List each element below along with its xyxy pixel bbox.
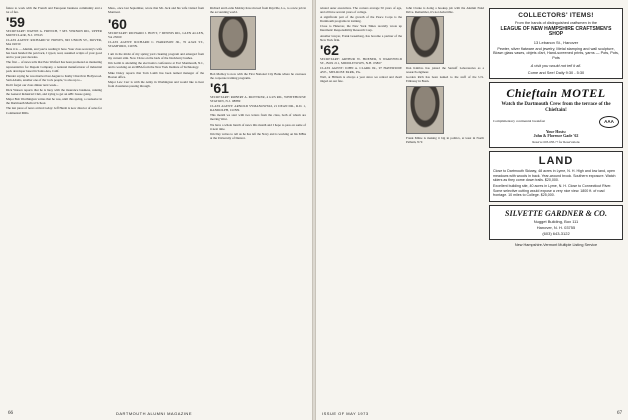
ad-hours: Come and See! Daily 9:30 - 5:30 [527, 69, 585, 75]
paragraph: Jim Lomb is attending the electronics conference at Fort Monmouth, N.J., and is working on an MBA from the New York Institute of Technology. [108, 61, 204, 70]
advertisements-column [489, 8, 623, 247]
ad-hosts [493, 130, 619, 140]
magazine-footer: DARTMOUTH ALUMNI MAGAZINE [116, 411, 192, 416]
class-secretary: SECRETARY: ROBERT A. MOTTKER, 4 GUS RD., WHITEHOUSE STATION, N.J. 08889 [210, 95, 306, 104]
ad-subtitle: Watch the Dartmouth Crew from the terrace of the Chieftain! [501, 101, 611, 113]
paragraph: Gordon Rich has been named to the staff of the U.S. Embassy in Bonn. [406, 75, 484, 84]
paragraph: Another lawyer, Frank Greenberg, has become a partner of the New York firm. [320, 33, 402, 42]
class-header-60 [108, 17, 204, 49]
left-column-2 [108, 6, 204, 89]
page-number: 67 [617, 411, 622, 416]
paragraph: Mike Doley reports that Tom Lamb has been named manager of the Boston office. [108, 70, 204, 79]
paragraph: I am in the midst of my spring yard cleaning program and emerged from my current stint. Now I have on the back of the blackberry bushes. [108, 52, 204, 61]
ad-items: Pewter, silver flatware and jewelry, Metal stamping and wall sculpture, Blown glass vases, objets d'art, Hand-screened prints, yarns — Pots, Pots, Pots [493, 46, 619, 60]
paragraph: Here it is — Alumni, and you're reading it here. Your class secretary's wife has been handed the pen back, I typed, read, assumed scripts of your good and to your past decades. [6, 47, 102, 60]
aaa-badge-icon: AAA [599, 116, 619, 128]
chieftain-logo: Chieftain MOTEL [506, 85, 606, 100]
ad-address: Nugget Building, Box 111 [533, 218, 579, 224]
class-agent: CLASS AGENT: ARNOLD SYMANOWSKI, 21 DEAN DR., R.D. 1, RANDOLPH, CONN. [210, 104, 306, 113]
page-number: 66 [8, 411, 13, 416]
paragraph: Dan Kimbro has joined the Sarnoff Laboratories as a research engineer. [406, 66, 484, 75]
paragraph: future to work with the French and European business community and a lot of fun. [6, 6, 102, 15]
class-year-heading: '59 [6, 14, 25, 31]
classmate-photo [210, 16, 256, 70]
class-year-heading: '61 [210, 80, 229, 97]
paragraph: Well, at Hilltom is always a year since we retired and dwell tinged on our fate. [320, 74, 402, 83]
class-secretary: SECRETARY: RICHARD J. HOYT, 7 DENNIS RD., GLEN ALLEN, VA 23060 [108, 31, 204, 40]
ad-phone: Reserve 603-638-?? for Reservations [532, 140, 580, 145]
chieftain-motel-ad [489, 82, 623, 149]
classmate-photo [406, 16, 444, 64]
paragraph: Dick Watson reports that he is busy with the insurance business, running the General Industrial Club, and trying to get an ABC house going. [6, 88, 102, 97]
hosts-names: John & Florence Gade '62 [533, 133, 579, 139]
ad-phone: (603) 643-3122 [542, 230, 570, 236]
ad-title: COLLECTORS' ITEMS! [518, 12, 594, 19]
paragraph: Frank Milne is making it big in politics, at least in North Pelham, N.Y. [406, 135, 484, 144]
paragraph: The last piece of news arrived today: Jeff Hersh is now director of sales for Continental Mills. [6, 106, 102, 115]
issue-footer: ISSUE OF MAY 1973 [322, 411, 369, 416]
class-year-heading: '62 [320, 41, 339, 58]
ad-text: A visit you would not tell it all. [530, 62, 582, 68]
right-column-1 [320, 6, 402, 84]
hosts-label: Your Hosts: [545, 128, 567, 134]
class-secretary: SECRETARY: ARTHUR W. HOENER, 9 WAKEFIELD ST., BOX 211, MIDDLETOWN, N.H. 03867 [320, 56, 402, 65]
ad-text: From the hands of distinguished craftsmen in the [514, 21, 598, 25]
paragraph: Mass., once last September, wrote that Mr. Jack and his wife visited from Montreal. [108, 6, 204, 15]
ad-title: SILVETTE GARDNER & CO. [505, 208, 607, 218]
listing-service-note: New Hampshire-Vermont Multiple Listing Service [514, 242, 598, 247]
paragraph: Plunder saying he was married last August to Kathy Church in Hollywood. Sam Adams, another one of the 'rock people,' is also up to... [6, 73, 102, 82]
paragraph: Richard and Leslie Mobley have moved from Rayville, La., to a new job in the accounting world. [210, 6, 306, 15]
class-agent: CLASS AGENT: RICHARD W. HOWES, 845 UNION ST., DOVER, MA 02030 [6, 38, 102, 47]
paragraph: John Clarke is doing a hookup job with the Alumni Fund Drive. Remember, it's not deductible. [406, 6, 484, 15]
paragraph: We have a whole bunch of news this month and I hope to pass on some of it next time. [210, 122, 306, 131]
paragraph: Bob Mobley is now with the First National City Bank where he oversees the corporate training programs. [210, 72, 306, 81]
silvette-gardner-ad [489, 205, 623, 240]
left-column-3 [210, 6, 306, 141]
left-page [0, 0, 312, 420]
class-agent: CLASS AGENT: RICHARD C. HARRISON JR., 76 AJAX ST., STAMFORD, CONN. [108, 40, 204, 49]
paragraph: Close to Hanover, the New York Times recently wrote up Intermatic Responsibility Research Corp. [320, 24, 402, 33]
paragraph: Major Lew Carr is with the Army in Washington and would like to hear from classmates passing through. [108, 79, 204, 88]
paragraph: The first ... of news tells that Pete Walford has been promoted as marketing representative for Dupont Company, a national manufacturer of industrial pack developer based in Santa Ana, Calif. [6, 60, 102, 73]
paragraph: Major Bob Worthington writes that he was, until this spring, a counselor in the Dartmouth Medical School. [6, 97, 102, 106]
ad-address: 13 Lebanon St., Hanover [533, 39, 579, 45]
classmate-photo [406, 86, 444, 134]
class-agent: CLASS AGENT: JOHN A. CLARK JR., 97 HAVERSIDE AVE., MELROSE PARK, PA. [320, 65, 402, 74]
class-year-heading: '60 [108, 16, 127, 33]
land-listing: Close to Dartmouth Skiway, 48 acres in Lyme, N. H. High and low land, open meadows with woods in back. Year-around brook. Southern exposure. Watch skiers as they come down trails. $20,000. [493, 169, 616, 182]
paragraph: Don't forget our class dinner next week... [6, 82, 59, 87]
land-ad [489, 151, 623, 201]
collectors-items-ad [489, 8, 623, 79]
class-secretary: SECRETARY: WAYNE G. FRENCH, 7 MT. VERNON RD., UPPER MONTCLAIR, N.J. 07043 [6, 29, 102, 38]
paragraph: Jim Day writes to tell us he has left the Navy and is working on his MBA at the University of Denver. [210, 131, 306, 140]
paragraph: This month we start with two letters from the class, both of whom are moving West. [210, 113, 306, 122]
left-column-1 [6, 6, 102, 116]
paragraph: A significant part of the growth of the Peace Corps is the Dartmouth programs in training. [320, 15, 402, 24]
ad-league-name: LEAGUE OF NEW HAMPSHIRE CRAFTSMEN'S SHOP [500, 26, 612, 38]
ad-text: Complimentary continental breakfast [493, 119, 546, 124]
ad-row [493, 116, 619, 128]
land-listing: Excellent building site, 40 acres in Lyme, N. H. Close to Connecticut River. Some selective cutting would expose a very nice view. 1800 ft. of road frontage. 10 miles to College. $25,000. [493, 184, 612, 198]
right-column-2 [406, 6, 484, 145]
paragraph: related outer executives. The corners average 50 years of age, and all have several years of college. [320, 6, 402, 15]
ad-address: Hanover, N. H. 03755 [536, 224, 576, 230]
ad-title: LAND [538, 155, 574, 168]
